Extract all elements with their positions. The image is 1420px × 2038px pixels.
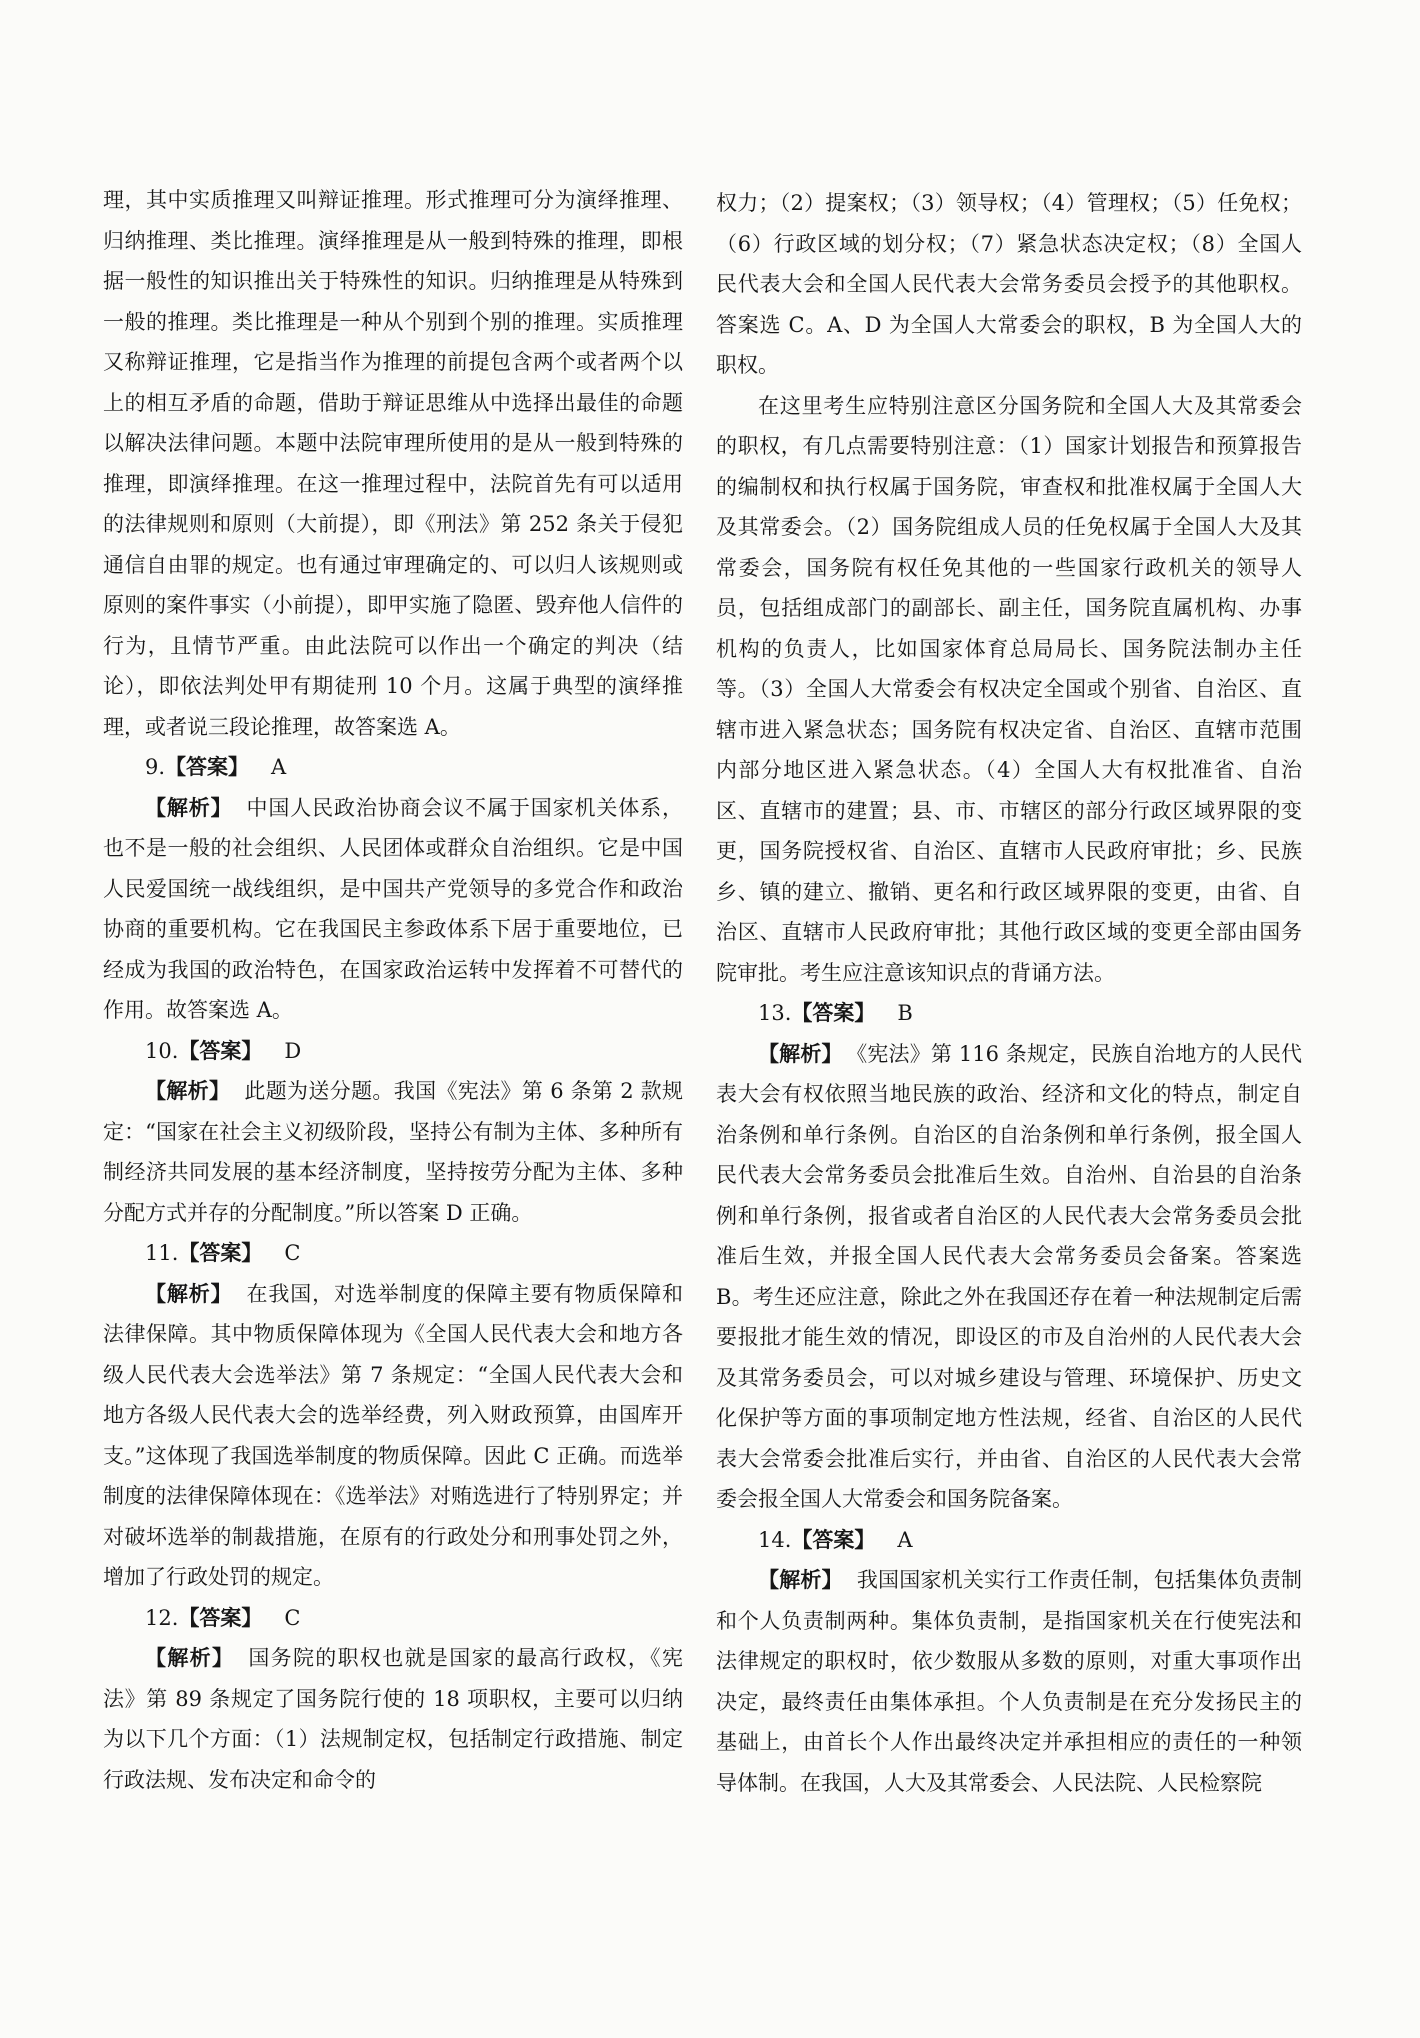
analysis-text: 此题为送分题。我国《宪法》第 6 条第 2 款规定：“国家在社会主义初级阶段，坚持公有制为主体、多种所有制经济共同发展的基本经济制度，坚持按劳分配为主体、多种分配方式并存的分配制度。”所以答案 D 正确。 (103, 1079, 684, 1225)
analysis-text: 《宪法》第 116 条规定，民族自治地方的人民代表大会有权依照当地民族的政治、经济和文化的特点，制定自治条例和单行条例。自治区的自治条例和单行条例，报全国人民代表大会常务委员会批准后生效。自治州、自治县的自治条例和单行条例，报省或者自治区的人民代表大会常务委员会批准后生效，并报全国人民代表大会常务委员会备案。答案选 B。考生还应注意，除此之外在我国还存在着一种法规制定后需要报批才能生效的情况，即设区的市及自治州的人民代表大会及其常务委员会，可以对城乡建设与管理、环境保护、历史文化保护等方面的事项制定地方性法规，经省、自治区的人民代表大会常委会批准后实行，并由省、自治区的人民代表大会常委会报全国人大常委会和国务院备案。 (716, 1041, 1303, 1511)
answer-13 (716, 993, 1302, 1034)
analysis-tag: 【解析】 (758, 1567, 843, 1592)
question-number: 14. (758, 1527, 792, 1552)
answer-choice: D (284, 1038, 302, 1063)
question-number: 13. (758, 1001, 792, 1025)
right-column (716, 183, 1302, 1803)
answer-tag: 【答案】 (178, 1240, 263, 1265)
answer-14 (716, 1520, 1302, 1561)
answer-11 (103, 1233, 683, 1274)
answer-tag: 【答案】 (791, 1000, 876, 1025)
answer-choice: B (897, 1001, 913, 1025)
answer-tag: 【答案】 (178, 1604, 263, 1630)
analysis-tag: 【解析】 (145, 1280, 233, 1306)
question-number: 10. (145, 1038, 179, 1063)
answer-tag: 【答案】 (165, 754, 250, 779)
answer-choice: A (271, 755, 287, 779)
answer-choice: C (284, 1241, 301, 1265)
analysis-13 (716, 1034, 1302, 1520)
analysis-14 (716, 1560, 1302, 1803)
analysis-11 (103, 1274, 683, 1598)
analysis-text: 中国人民政治协商会议不属于国家机关体系，也不是一般的社会组织、人民团体或群众自治组织。它是中国人民爱国统一战线组织，是中国共产党领导的多党合作和政治协商的重要机构。它在我国民主参政体系下居于重要地位，已经成为我国的政治特色，在国家政治运转中发挥着不可替代的作用。故答案选 A。 (103, 795, 684, 1022)
continued-paragraph: 理，其中实质推理又叫辩证推理。形式推理可分为演绎推理、归纳推理、类比推理。演绎推理是从一般到特殊的推理，即根据一般性的知识推出关于特殊性的知识。归纳推理是从特殊到一般的推理。类比推理是一种从个别到个别的推理。实质推理又称辩证推理，它是指当作为推理的前提包含两个或者两个以上的相互矛盾的命题，借助于辩证思维从中选择出最佳的命题以解决法律问题。本题中法院审理所使用的是从一般到特殊的推理，即演绎推理。在这一推理过程中，法院首先有可以适用的法律规则和原则（大前提），即《刑法》第 252 条关于侵犯通信自由罪的规定。也有通过审理确定的、可以归人该规则或原则的案件事实（小前提），即甲实施了隐匿、毁弃他人信件的行为，且情节严重。由此法院可以作出一个确定的判决（结论），即依法判处甲有期徒刑 10 个月。这属于典型的演绎推理，或者说三段论推理，故答案选 A。 (103, 188, 683, 739)
continued-paragraph: 权力；（2）提案权；（3）领导权；（4）管理权；（5）任免权；（6）行政区域的划分权；（7）紧急状态决定权；（8）全国人民代表大会和全国人民代表大会常务委员会授予的其他职权。答案选 C。A、D 为全国人大常委会的职权，B 为全国人大的职权。 (716, 191, 1302, 377)
analysis-tag: 【解析】 (145, 1645, 235, 1670)
analysis-tag: 【解析】 (758, 1040, 843, 1066)
question-number: 12. (145, 1605, 179, 1630)
note-paragraph: 在这里考生应特别注意区分国务院和全国人大及其常委会的职权，有几点需要特别注意：（1）国家计划报告和预算报告的编制权和执行权属于国务院，审查权和批准权属于全国人大及其常委会。（2）国务院组成人员的任免权属于全国人大及其常委会，国务院有权任免其他的一些国家行政机关的领导人员，包括组成部门的副部长、副主任，国务院直属机构、办事机构的负责人，比如国家体育总局局长、国务院法制办主任等。（3）全国人大常委会有权决定全国或个别省、自治区、直辖市进入紧急状态；国务院有权决定省、自治区、直辖市范围内部分地区进入紧急状态。（4）全国人大有权批准省、自治区、直辖市的建置；县、市、市辖区的部分行政区域界限的变更，国务院授权省、自治区、直辖市人民政府审批；乡、民族乡、镇的建立、撤销、更名和行政区域界限的变更，由省、自治区、直辖市人民政府审批；其他行政区域的变更全部由国务院审批。考生应注意该知识点的背诵方法。 (716, 393, 1302, 985)
answer-9 (103, 747, 683, 788)
left-column (103, 180, 683, 1800)
analysis-10 (103, 1071, 683, 1233)
answer-tag: 【答案】 (178, 1037, 263, 1063)
analysis-text: 在我国，对选举制度的保障主要有物质保障和法律保障。其中物质保障体现为《全国人民代表大会和地方各级人民代表大会选举法》第 7 条规定：“全国人民代表大会和地方各级人民代表大会的选举经费，列入财政预算，由国库开支。”这体现了我国选举制度的物质保障。因此 C 正确。而选举制度的法律保障体现在：《选举法》对贿选进行了特别界定；并对破坏选举的制裁措施，在原有的行政处分和刑事处罚之外，增加了行政处罚的规定。 (103, 1281, 684, 1589)
analysis-12 (103, 1638, 683, 1800)
answer-tag: 【答案】 (791, 1526, 876, 1552)
answer-choice: A (897, 1527, 913, 1552)
question-number: 9. (145, 755, 166, 779)
answer-choice: C (284, 1605, 301, 1630)
analysis-9 (103, 788, 683, 1031)
analysis-text: 国务院的职权也就是国家的最高行政权，《宪法》第 89 条规定了国务院行使的 18 项职权，主要可以归纳为以下几个方面：（1）法规制定权，包括制定行政措施、制定行政法规、发布决定和命令的 (103, 1646, 684, 1792)
analysis-tag: 【解析】 (145, 1078, 231, 1103)
answer-10 (103, 1031, 683, 1072)
analysis-text: 我国国家机关实行工作责任制，包括集体负责制和个人负责制两种。集体负责制，是指国家机关在行使宪法和法律规定的职权时，依少数服从多数的原则，对重大事项作出决定，最终责任由集体承担。个人负责制是在充分发扬民主的基础上，由首长个人作出最终决定并承担相应的责任的一种领导体制。在我国，人大及其常委会、人民法院、人民检察院 (716, 1568, 1303, 1795)
answer-12 (103, 1598, 683, 1639)
question-number: 11. (145, 1241, 179, 1265)
analysis-tag: 【解析】 (145, 794, 233, 820)
